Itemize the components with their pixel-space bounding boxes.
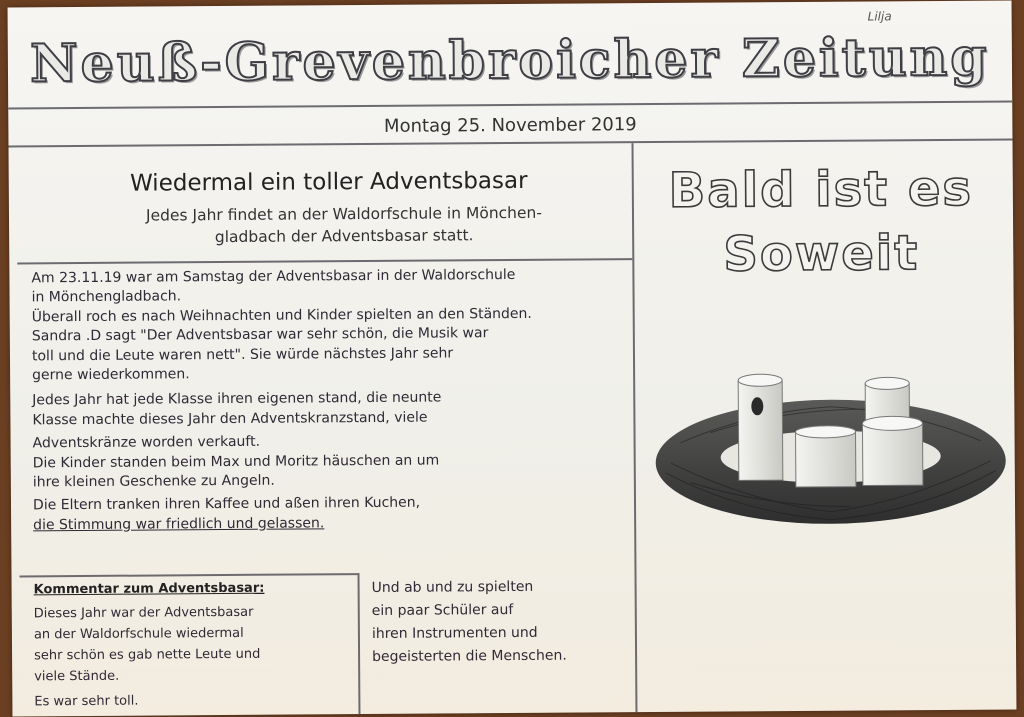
feature-title-line: Bald ist es	[668, 160, 974, 219]
body-line: in Mönchengladbach.	[31, 288, 182, 306]
comment-line: sehr schön es gab nette Leute und	[34, 646, 261, 664]
subheadline-line: Jedes Jahr findet an der Waldorfschule in Mönchen-	[145, 203, 542, 225]
continuation-line: Und ab und zu spielten	[371, 578, 534, 596]
issue-date: Montag 25. November 2019	[383, 114, 637, 137]
newspaper-page	[8, 1, 1017, 717]
feature-title-line: Soweit	[723, 225, 920, 283]
body-line: toll und die Leute waren nett". Sie würde nächstes Jahr sehr	[31, 345, 454, 364]
body-line: die Stimmung war friedlich und gelassen.	[33, 515, 325, 534]
continuation-line: ihren Instrumenten und	[371, 624, 538, 642]
divider-line	[17, 258, 632, 264]
body-line: gerne wiederkommen.	[32, 366, 190, 384]
body-line: Sandra .D sagt "Der Adventsbasar war sehr schön, die Musik war	[31, 325, 489, 345]
divider-line	[20, 573, 360, 577]
candle-icon	[865, 377, 909, 421]
article-body	[31, 265, 603, 535]
body-line: ihre kleinen Geschenke zu Angeln.	[32, 472, 275, 491]
article-continuation	[372, 575, 643, 669]
continuation-line: begeisterten die Menschen.	[372, 647, 567, 665]
candle-icon	[862, 416, 922, 485]
candle-icon	[738, 374, 783, 480]
comment-line: Dieses Jahr war der Adventsbasar	[33, 604, 254, 622]
body-line: Die Eltern tranken ihren Kaffee und aßen ihren Kuchen,	[32, 495, 421, 514]
comment-title: Kommentar zum Adventsbasar:	[33, 580, 265, 598]
author-signature: Lilja	[867, 9, 892, 24]
newspaper-masthead: Neuß-Grevenbroicher Zeitung	[29, 26, 990, 95]
body-line: Adventskränze worden verkauft.	[32, 434, 261, 452]
article-headline: Wiedermal ein toller Adventsbasar	[129, 167, 528, 197]
comment-line: an der Waldorfschule wiedermal	[33, 625, 244, 643]
comment-line: viele Stände.	[34, 668, 120, 685]
column-divider	[357, 573, 360, 714]
divider-line	[9, 139, 1013, 148]
comment-line: Es war sehr toll.	[34, 693, 139, 710]
body-line: Überall roch es nach Weihnachten und Kinder spielten an den Ständen.	[31, 305, 532, 326]
feature-title	[641, 157, 1002, 288]
article-subheadline	[109, 202, 579, 249]
body-line: Jedes Jahr hat jede Klasse ihren eigenen stand, die neunte	[32, 389, 442, 409]
divider-line	[8, 101, 1012, 110]
body-line: Klasse machte dieses Jahr den Adventskranzstand, viele	[32, 409, 428, 429]
subheadline-line: gladbach der Adventsbasar statt.	[214, 226, 474, 247]
continuation-line: ein paar Schüler auf	[371, 601, 514, 619]
candle-icon	[795, 426, 855, 487]
body-line: Am 23.11.19 war am Samstag der Adventsbasar in der Waldorschule	[31, 266, 516, 287]
body-line: Die Kinder standen beim Max und Moritz häuschen an um	[32, 452, 440, 472]
comment-body	[34, 601, 355, 712]
advent-wreath-drawing	[650, 361, 1011, 564]
